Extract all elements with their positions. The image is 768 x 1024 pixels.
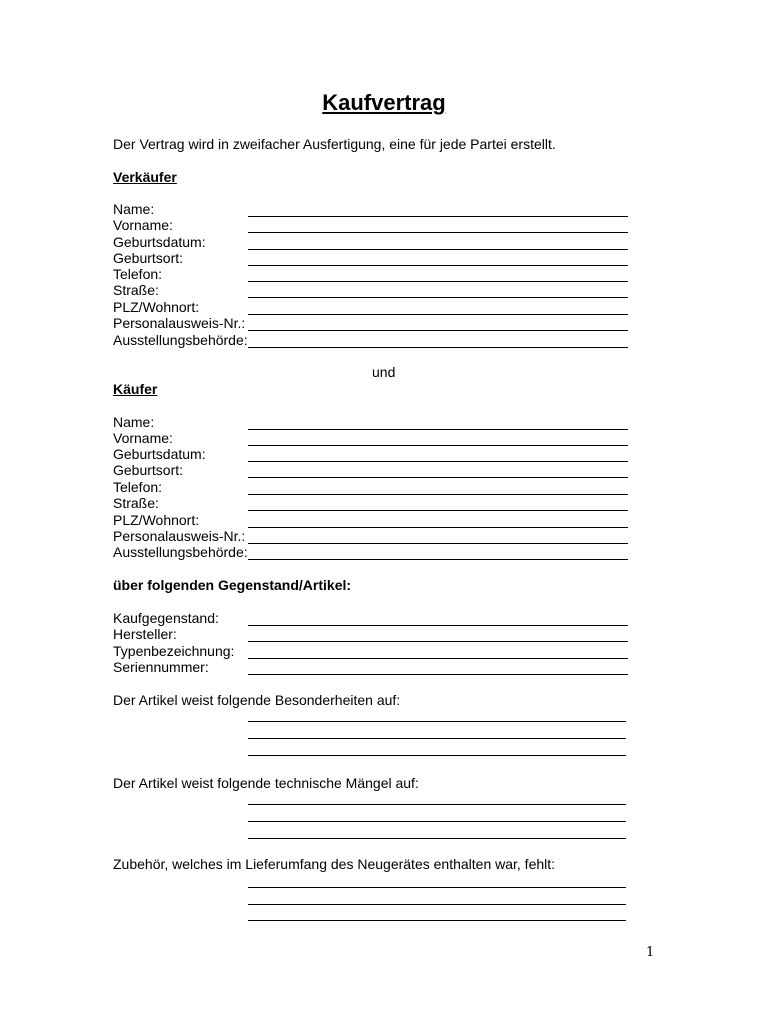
buyer-field-birthplace: Geburtsort: [113, 462, 628, 478]
accessories-line[interactable] [248, 904, 626, 905]
buyer-field-city: PLZ/Wohnort: [113, 512, 628, 528]
defects-text: Der Artikel weist folgende technische Mängel auf: [113, 775, 419, 791]
item-field-object: Kaufgegenstand: [113, 610, 628, 626]
seller-field-birthdate: Geburtsdatum: [113, 234, 628, 250]
page-title: Kaufvertrag [322, 90, 446, 115]
item-heading: über folgenden Gegenstand/Artikel: [113, 577, 352, 593]
item-manufacturer-line[interactable] [248, 641, 628, 642]
seller-field-street: Straße: [113, 282, 628, 298]
seller-street-line[interactable] [248, 297, 628, 298]
seller-firstname-line[interactable] [248, 232, 628, 233]
buyer-field-id: Personalausweis-Nr.: [113, 528, 628, 544]
item-field-type: Typenbezeichnung: [113, 643, 628, 659]
intro-text: Der Vertrag wird in zweifacher Ausfertigung, eine für jede Partei erstellt. [113, 136, 556, 152]
seller-field-birthplace: Geburtsort: [113, 250, 628, 266]
buyer-field-firstname: Vorname: [113, 430, 628, 446]
seller-field-name: Name: [113, 201, 628, 217]
item-serial-line[interactable] [248, 674, 628, 675]
seller-field-id: Personalausweis-Nr.: [113, 315, 628, 331]
defects-line[interactable] [248, 804, 626, 805]
seller-field-authority: Ausstellungsbehörde: [113, 332, 628, 348]
buyer-field-name: Name: [113, 414, 628, 430]
seller-field-city: PLZ/Wohnort: [113, 299, 628, 315]
features-line[interactable] [248, 721, 626, 722]
accessories-line[interactable] [248, 887, 626, 888]
features-text: Der Artikel weist folgende Besonderheiten auf: [113, 692, 401, 708]
seller-id-line[interactable] [248, 330, 628, 331]
page-number: 1 [646, 945, 655, 960]
buyer-field-birthdate: Geburtsdatum: [113, 446, 628, 462]
buyer-field-authority: Ausstellungsbehörde: [113, 544, 628, 560]
features-line[interactable] [248, 738, 626, 739]
buyer-street-line[interactable] [248, 510, 628, 511]
item-field-manufacturer: Hersteller: [113, 626, 628, 642]
seller-field-firstname: Vorname: [113, 217, 628, 233]
seller-authority-line[interactable] [248, 347, 628, 348]
buyer-field-street: Straße: [113, 495, 628, 511]
seller-heading: Verkäufer [113, 169, 177, 185]
buyer-authority-line[interactable] [248, 559, 628, 560]
accessories-line[interactable] [248, 920, 626, 921]
defects-line[interactable] [248, 838, 626, 839]
features-line[interactable] [248, 755, 626, 756]
seller-field-phone: Telefon: [113, 266, 628, 282]
buyer-birthplace-line[interactable] [248, 477, 628, 478]
connector-text: und [372, 364, 396, 380]
defects-line[interactable] [248, 821, 626, 822]
item-field-serial: Seriennummer: [113, 659, 628, 675]
buyer-heading: Käufer [113, 381, 158, 397]
buyer-field-phone: Telefon: [113, 479, 628, 495]
accessories-text: Zubehör, welches im Lieferumfang des Neugerätes enthalten war, fehlt: [113, 856, 556, 872]
